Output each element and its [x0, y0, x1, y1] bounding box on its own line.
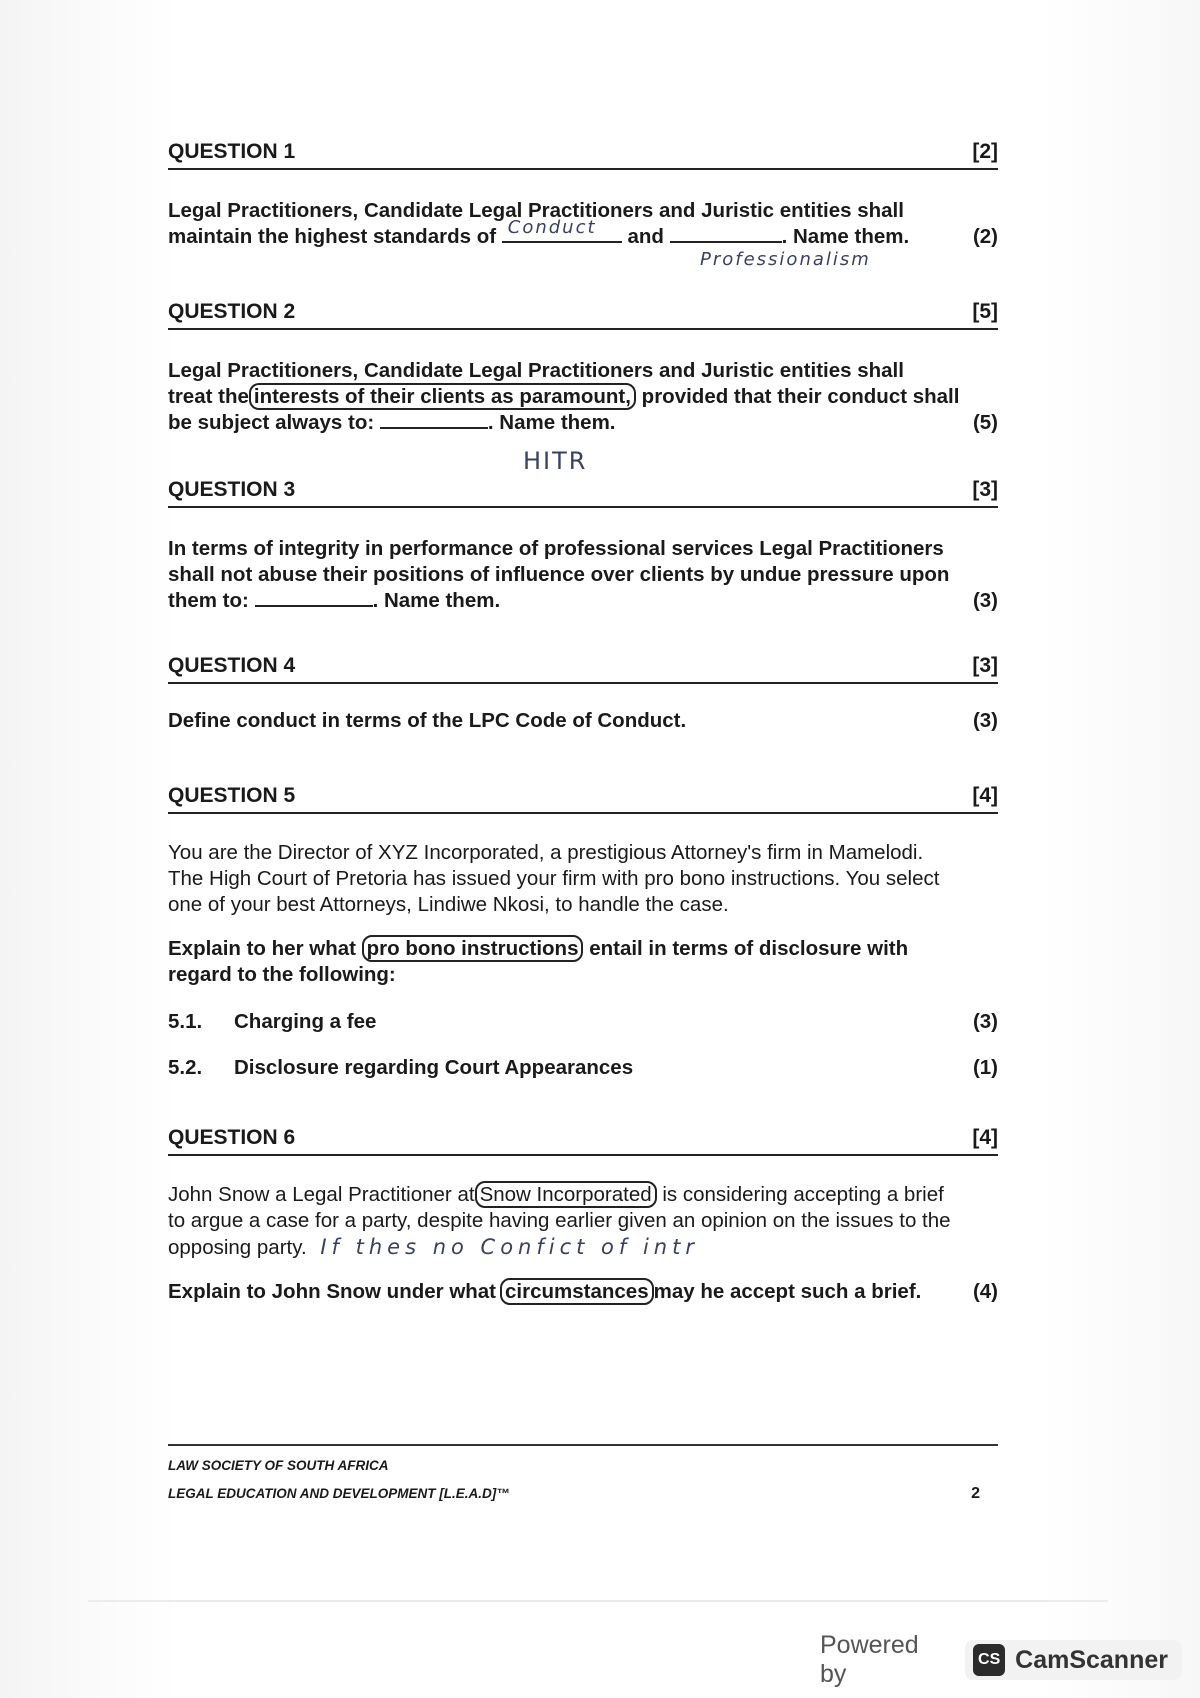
- circled-circumstances: circumstances: [500, 1278, 654, 1305]
- scan-page-edge: [88, 1600, 1108, 1602]
- question-5-item-2: 5.2. Disclosure regarding Court Appearances (1): [168, 1056, 998, 1079]
- question-2-title: QUESTION 2: [168, 300, 296, 323]
- handwritten-note-conflict: If thes no Confict of intr: [320, 1235, 699, 1259]
- question-5-item-2-points: (1): [972, 1056, 998, 1079]
- question-5-scenario: [168, 840, 998, 918]
- powered-by-label: Powered by: [820, 1631, 919, 1688]
- handwritten-answer-2: Professionalism: [700, 249, 871, 270]
- question-4-title: QUESTION 4: [168, 654, 296, 677]
- footer-department: LEGAL EDUCATION AND DEVELOPMENT [L.E.A.D]™: [168, 1486, 510, 1501]
- footer-organisation: LAW SOCIETY OF SOUTH AFRICA: [168, 1458, 389, 1473]
- question-6-title: QUESTION 6: [168, 1126, 296, 1149]
- question-5-line-3: one of your best Attorneys, Lindiwe Nkosi, to handle the case.: [168, 893, 729, 916]
- question-4: [168, 654, 998, 734]
- question-2-line-1: Legal Practitioners, Candidate Legal Practitioners and Juristic entities shall: [168, 359, 904, 382]
- answer-blank-3: [380, 411, 488, 429]
- question-4-header: [168, 654, 998, 684]
- question-2: [168, 300, 998, 474]
- question-5-instruction: [168, 936, 998, 988]
- camscanner-logo-icon: CS: [973, 1644, 1005, 1676]
- question-5-line-1: You are the Director of XYZ Incorporated, a prestigious Attorney's firm in Mamelodi.: [168, 841, 924, 864]
- question-2-line-2: treat the interests of their clients as paramount, provided that their conduct shall: [168, 385, 960, 408]
- camscanner-brand: CamScanner: [1015, 1645, 1168, 1674]
- question-5-instruction-line-1: Explain to her what pro bono instructions entail in terms of disclosure with: [168, 937, 909, 960]
- question-3-points: (3): [972, 589, 998, 612]
- question-5-item-1-points: (3): [972, 1010, 998, 1033]
- handwritten-answer-1: Conduct: [507, 217, 597, 238]
- question-6-line-2: to argue a case for a party, despite having earlier given an opinion on the issues to the: [168, 1209, 951, 1232]
- question-5-instruction-line-2: regard to the following:: [168, 963, 396, 986]
- question-5-marks: [4]: [972, 784, 998, 807]
- question-5-line-2: The High Court of Pretoria has issued your firm with pro bono instructions. You select: [168, 867, 940, 890]
- question-6-points: (4): [972, 1280, 998, 1303]
- question-6-line-1: John Snow a Legal Practitioner at Snow Incorporated is considering accepting a brief: [168, 1183, 944, 1206]
- question-2-line-3: be subject always to: . Name them. (5): [168, 411, 998, 434]
- question-3-line-3: them to: . Name them. (3): [168, 589, 998, 612]
- page-footer: [168, 1444, 998, 1503]
- question-1-marks: [2]: [972, 140, 998, 163]
- question-3-line-1: In terms of integrity in performance of professional services Legal Practitioners: [168, 537, 944, 560]
- question-6-line-3: opposing party. If thes no Confict of intr: [168, 1235, 699, 1259]
- question-3-header: [168, 478, 998, 508]
- circled-pro-bono: pro bono instructions: [362, 935, 584, 962]
- question-1-line-1: Legal Practitioners, Candidate Legal Practitioners and Juristic entities shall: [168, 199, 904, 222]
- answer-blank-2: [670, 225, 782, 243]
- question-3-title: QUESTION 3: [168, 478, 296, 501]
- question-1-line-2: maintain the highest standards of Conduct and . Name them. (2): [168, 217, 998, 248]
- question-4-text: Define conduct in terms of the LPC Code of Conduct. (3): [168, 709, 998, 732]
- question-2-marks: [5]: [972, 300, 998, 323]
- question-6-scenario: [168, 1182, 998, 1261]
- answer-blank-4: [255, 589, 373, 607]
- question-1-header: [168, 140, 998, 170]
- question-1-title: QUESTION 1: [168, 140, 296, 163]
- question-5-item-1: 5.1. Charging a fee (3): [168, 1010, 998, 1033]
- question-3-text: [168, 536, 998, 614]
- camscanner-badge: [965, 1640, 1182, 1680]
- question-6-marks: [4]: [972, 1126, 998, 1149]
- circled-phrase: interests of their clients as paramount,: [249, 383, 636, 410]
- answer-blank-1: [502, 217, 622, 243]
- question-5: [168, 784, 998, 1080]
- question-6-instruction: Explain to John Snow under what circumstances may he accept such a brief. (4): [168, 1280, 998, 1303]
- page-number: 2: [971, 1485, 980, 1502]
- question-6-header: [168, 1126, 998, 1156]
- question-3-marks: [3]: [972, 478, 998, 501]
- question-1-text: [168, 198, 998, 270]
- question-3: [168, 478, 998, 614]
- handwritten-note-hitr: HITR: [523, 447, 588, 475]
- question-1: [168, 140, 998, 270]
- question-6: [168, 1126, 998, 1305]
- question-4-marks: [3]: [972, 654, 998, 677]
- question-2-text: [168, 358, 998, 474]
- question-3-line-2: shall not abuse their positions of influence over clients by undue pressure upon: [168, 563, 950, 586]
- camscanner-watermark: [820, 1631, 1182, 1688]
- circled-snow-incorporated: Snow Incorporated: [475, 1181, 657, 1208]
- question-2-header: [168, 300, 998, 330]
- question-5-header: [168, 784, 998, 814]
- question-2-points: (5): [972, 411, 998, 434]
- question-5-title: QUESTION 5: [168, 784, 296, 807]
- question-4-points: (3): [972, 709, 998, 732]
- question-1-points: (2): [972, 225, 998, 248]
- exam-page: [168, 140, 998, 1305]
